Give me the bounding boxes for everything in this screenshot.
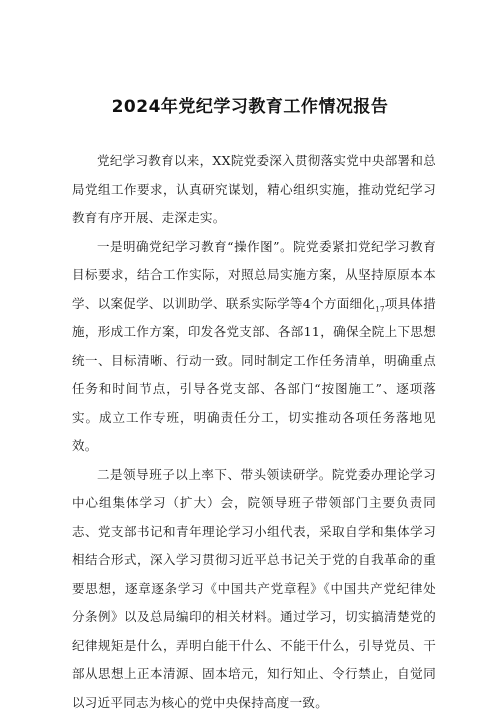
paragraph-intro — [72, 147, 436, 233]
paragraph-operation-map-subscript: 17 — [375, 305, 385, 313]
paragraph-leadership-study — [72, 461, 436, 717]
paragraph-operation-map — [72, 233, 436, 461]
paragraph-operation-map-text-after: 项具体措施，形成工作方案，印发各党支部、各部11，确保全院上下思想统一、目标清晰、行动一致。同时制定工作任务清单，明确重点任务和时间节点，引导各党支部、各部门“按图施工”、逐项落实。成立工作专班，明确责任分工，切实推动各项任务落地见效。 — [72, 296, 436, 454]
paragraph-operation-map-text-before: 一是明确党纪学习教育“操作图”。院党委紧扣党纪学习教育目标要求，结合工作实际，对照总局实施方案，从坚持原原本本学、以案促学、以训助学、联系实际学等4个方面细化 — [72, 239, 436, 311]
paragraph-leadership-study-text: 二是领导班子以上率下、带头领读研学。院党委办理论学习中心组集体学习（扩大）会，院领导班子带领部门主要负责同志、党支部书记和青年理论学习小组代表，采取自学和集体学习相结合形式，深入学习贯彻习近平总书记关于党的自我革命的重要思想，逐章逐条学习《中国共产党章程》《中国共产党纪律处分条例》以及总局编印的相关材料。通过学习，切实搞清楚党的纪律规矩是什么，弄明白能干什么、不能干什么，引导党员、干部从思想上正本清源、固本培元，知行知止、令行禁止，自觉同以习近平同志为核心的党中央保持高度一致。 — [72, 467, 436, 710]
document-body — [72, 147, 436, 717]
paragraph-intro-text: 党纪学习教育以来，XX院党委深入贯彻落实党中央部署和总局党组工作要求，认真研究谋划，精心组织实施，推动党纪学习教育有序开展、走深走实。 — [72, 153, 436, 225]
document-title: 2024年党纪学习教育工作情况报告 — [0, 92, 500, 117]
